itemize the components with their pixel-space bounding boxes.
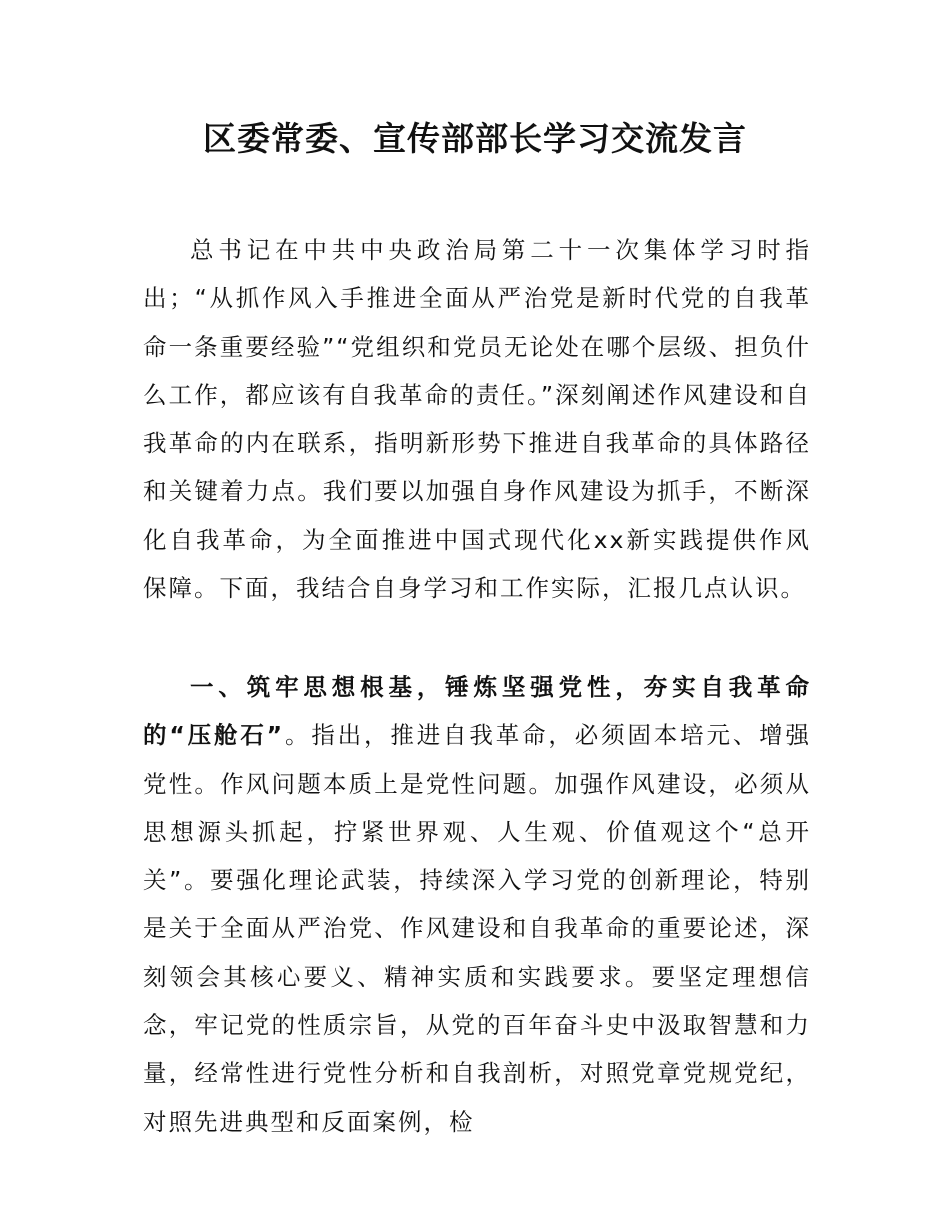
paragraph-section-1 [143,663,811,1146]
paragraph-intro [143,226,811,612]
section-body: 。指出，推进自我革命，必须固本培元、增强党性。作风问题本质上是党性问题。加强作风建设，必须从思想源头抓起，拧紧世界观、人生观、价值观这个“总开关”。要强化理论武装，持续深入学习党的创新理论，特别是关于全面从严治党、作风建设和自我革命的重要论述，深刻领会其核心要义、精神实质和实践要求。要坚定理想信念，牢记党的性质宗旨，从党的百年奋斗史中汲取智慧和力量，经常性进行党性分析和自我剖析，对照党章党规党纪，对照先进典型和反面案例，检 [143,721,812,1136]
section-heading: 一、筑牢思想根基，锤炼坚强党性，夯实自我革命的“压舱石” [143,673,811,750]
document-title: 区委常委、宣传部部长学习交流发言 [203,119,747,158]
paragraph-text: 总书记在中共中央政治局第二十一次集体学习时指出；“从抓作风入手推进全面从严治党是新时代党的自我革命一条重要经验”“党组织和党员无论处在哪个层级、担负什么工作，都应该有自我革命的责任。”深刻阐述作风建设和自我革命的内在联系，指明新形势下推进自我革命的具体路径和关键着力点。我们要以加强自身作风建设为抓手，不断深化自我革命，为全面推进中国式现代化xx新实践提供作风保障。下面，我结合自身学习和工作实际，汇报几点认识。 [143,236,811,603]
paragraph-text [143,663,811,1146]
